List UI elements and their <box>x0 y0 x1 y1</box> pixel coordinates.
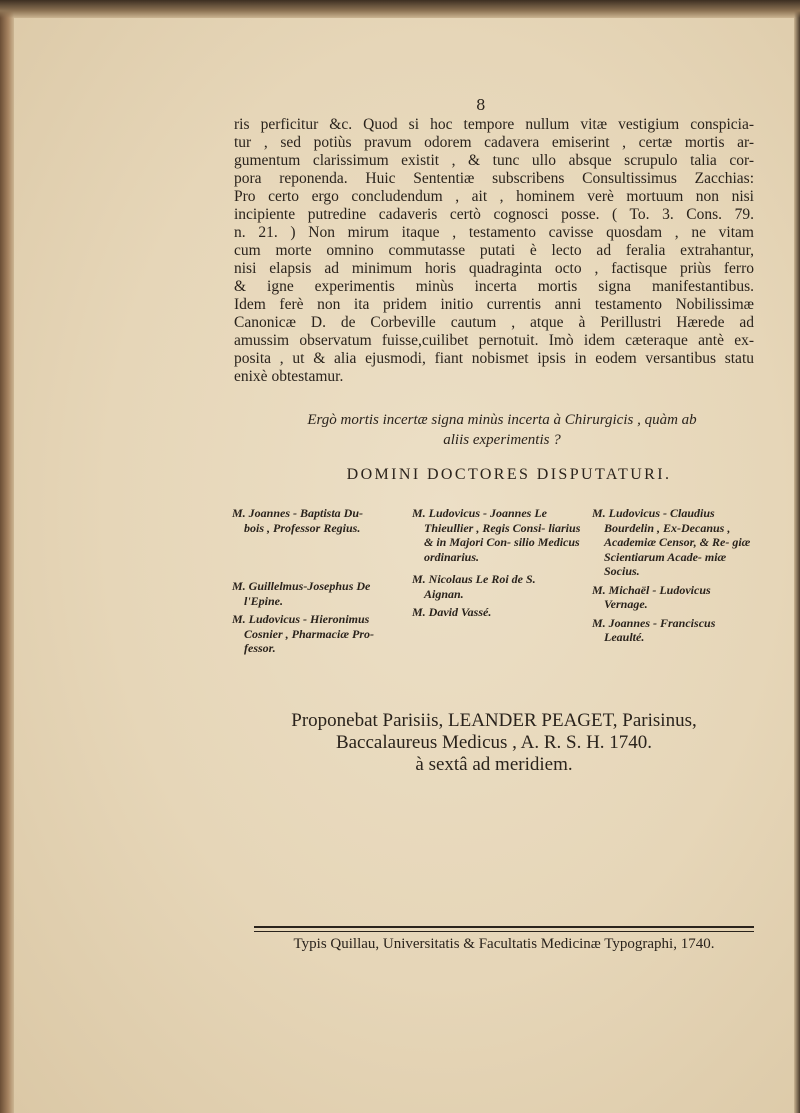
body-line: Pro certo ergo concludendum , ait , hominem verè mortuum non nisi <box>234 188 754 205</box>
body-line: & igne experimentis minùs incerta mortis signa manifestantibus. <box>234 278 754 295</box>
doctor-name: M. Joannes - Baptista Du- <box>232 506 364 520</box>
body-line: amussim observatum fuisse,cuilibet pernotuit. Imò idem cæteraque antè ex- <box>234 332 754 349</box>
body-line: gumentum clarissimum existit , & tunc ullo absque scrupulo talia cor- <box>234 152 754 169</box>
doctor-name: M. Guillelmus-Josephus De <box>232 579 371 593</box>
proposal-line: Baccalaureus Medicus , A. R. S. H. 1740. <box>335 732 653 753</box>
doctor-title: Leaulté. <box>604 630 645 644</box>
body-paragraph <box>234 116 754 386</box>
doctor-entry <box>412 506 582 564</box>
doctor-title: Vernage. <box>604 597 648 611</box>
doctor-entry <box>412 605 582 620</box>
body-line: Idem ferè non ita pridem initio currentis anni testamento Nobilissimæ <box>234 296 754 313</box>
body-line: Canonicæ D. de Corbeville cautum , atque à Perillustri Hærede ad <box>234 314 754 331</box>
doctor-name: M. Ludovicus - Claudius <box>592 506 715 520</box>
doctor-name: M. Ludovicus - Joannes Le <box>412 506 547 520</box>
doctors-column <box>412 506 582 660</box>
page-number: 8 <box>476 96 486 114</box>
page-edge <box>794 0 800 1113</box>
doctor-name: M. Nicolaus Le Roi de S. <box>412 572 536 586</box>
conclusion-line: aliis experimentis ? <box>443 432 561 448</box>
body-line: pora reponenda. Huic Sententiæ subscribens Consultissimus Zacchias: <box>234 170 754 187</box>
doctor-entry <box>412 572 582 601</box>
doctor-entry <box>592 583 762 612</box>
doctor-title: bois , Professor Regius. <box>244 520 361 535</box>
doctors-heading: DOMINI DOCTORES DISPUTATURI. <box>346 466 672 483</box>
doctor-name: M. Joannes - Franciscus <box>592 615 716 630</box>
doctor-entry <box>592 506 762 579</box>
proposal-line: Proponebat Parisiis, LEANDER PEAGET, Parisinus, <box>291 710 697 731</box>
doctor-entry <box>592 616 762 645</box>
body-line: enixè obtestamur. <box>234 368 344 385</box>
doctors-column <box>592 506 762 660</box>
page-gutter-shadow <box>0 0 14 1113</box>
page-top-edge <box>0 0 800 18</box>
body-line: tur , sed potiùs pravum odorem cadavera emiserint , certæ mortis ar- <box>234 134 754 151</box>
proposal-line: à sextâ ad meridiem. <box>415 754 573 775</box>
divider-rule <box>254 926 754 932</box>
doctor-name: M. David Vassé. <box>412 605 492 619</box>
doctor-title: Cosnier , Pharmaciæ Pro- fessor. <box>244 626 375 655</box>
body-line: nisi elapsis ad minimum horis quadraginta octo , factisque priùs ferro <box>234 260 754 277</box>
doctors-column <box>232 506 402 660</box>
body-line: n. 21. ) Non mirum itaque , testamento cavisse quosdam , ne vitam <box>234 224 754 241</box>
document-page <box>14 18 794 1113</box>
doctor-name: M. Michaël - Ludovicus <box>592 582 711 597</box>
body-line: cum morte omnino commutasse putati è lecto ad feralia extrahantur, <box>234 242 754 259</box>
doctors-list <box>232 506 762 660</box>
doctor-title: l'Epine. <box>244 593 284 608</box>
conclusion-statement <box>272 410 732 450</box>
doctor-title: Thieullier , Regis Consi- liarius & in Majori Con- silio Medicus ordinarius. <box>424 520 581 564</box>
body-line: posita , ut & alia ejusmodi, fiant nobismet ipsis in eodem versantibus statu <box>234 350 754 367</box>
doctor-title: Aignan. <box>424 586 464 601</box>
doctor-entry <box>232 579 402 608</box>
body-line: incipiente putredine cadaveris certò cognosci posse. ( To. 3. Cons. 79. <box>234 206 754 223</box>
doctor-name: M. Ludovicus - Hieronimus <box>232 612 370 626</box>
printer-imprint: Typis Quillau, Universitatis & Facultatis Medicinæ Typographi, 1740. <box>293 936 715 952</box>
conclusion-line: Ergò mortis incertæ signa minùs incerta à Chirurgicis , quàm ab <box>307 412 697 428</box>
thesis-proposal <box>224 710 764 776</box>
doctor-title: Bourdelin , Ex-Decanus , Academiæ Censor, & Re- giæ Scientiarum Acade- miæ Socius. <box>604 520 751 578</box>
doctor-entry <box>232 612 402 656</box>
body-line: ris perficitur &c. Quod si hoc tempore nullum vitæ vestigium conspicia- <box>234 116 754 133</box>
doctor-entry <box>232 506 402 535</box>
